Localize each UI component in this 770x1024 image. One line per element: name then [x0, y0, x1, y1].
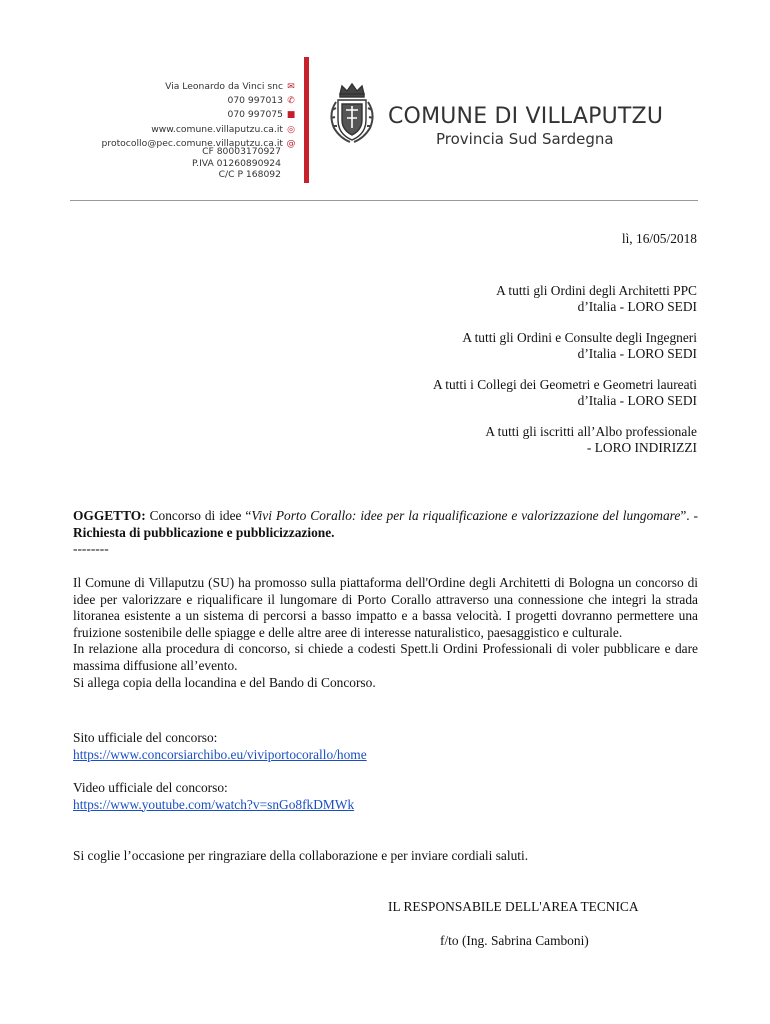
video-block: [73, 780, 698, 813]
phone-icon: ✆: [287, 96, 295, 107]
recipient-4: [485, 424, 697, 457]
subject-line: [73, 508, 698, 541]
web-icon: ◎: [287, 124, 295, 135]
recipient-3: [433, 377, 697, 410]
contact-block: [90, 80, 296, 151]
header-rule: [70, 200, 698, 201]
subject-label: OGGETTO:: [73, 508, 146, 523]
recipient-2-line1: A tutti gli Ordini e Consulte degli Ingegneri: [462, 330, 697, 345]
mail-icon: ✉: [287, 82, 295, 92]
ccp-text: C/C P 168092: [218, 169, 281, 181]
video-link[interactable]: https://www.youtube.com/watch?v=snGo8fkDMWk: [73, 796, 355, 812]
recipient-1-line2: d’Italia - LORO SEDI: [577, 299, 697, 315]
cf-text: CF 80003170927: [202, 146, 281, 157]
subject-prefix: Concorso di idee “: [149, 508, 252, 523]
phone-text: 070 997013: [227, 95, 283, 107]
pec-text: protocollo@pec.comune.villaputzu.ca.it: [101, 137, 283, 149]
video-label: Video ufficiale del concorso:: [73, 780, 228, 795]
recipient-4-line2: - LORO INDIRIZZI: [586, 440, 697, 456]
subject-block: [73, 508, 698, 558]
piva-text: P.IVA 01260890924: [192, 157, 281, 169]
at-icon: @: [286, 138, 296, 149]
signature-role: IL RESPONSABILE DELL'AREA TECNICA: [388, 899, 639, 914]
site-link[interactable]: https://www.concorsiarchibo.eu/viviportocorallo/home: [73, 746, 367, 762]
body-paragraph-1: Il Comune di Villaputzu (SU) ha promosso sulla piattaforma dell'Ordine degli Architetti di Bologna un concorso di idee per valorizzare e riqualificare il lungomare di Porto Corallo attraverso una connessione che integri la strada litoranea esistente a un sistema di percorsi a basso impatto e a bassa velocità. I progetti dovranno permettere una fruizione sostenibile delle spiagge e delle altre aree di interesse naturalistico, paesaggistico e culturale.: [73, 575, 698, 640]
website-row: [90, 123, 296, 137]
comune-name: COMUNE DI VILLAPUTZU: [388, 104, 664, 129]
recipient-4-line1: A tutti gli iscritti all’Albo professionale: [485, 424, 697, 439]
address-text: Via Leonardo da Vinci snc: [165, 81, 283, 92]
recipient-2-line2: d’Italia - LORO SEDI: [577, 346, 697, 362]
subject-suffix: ”. -: [680, 508, 698, 523]
recipient-2: [462, 330, 697, 363]
subject-title: Vivi Porto Corallo: idee per la riqualificazione e valorizzazione del lungomare: [251, 508, 681, 523]
website-text: www.comune.villaputzu.ca.it: [151, 123, 283, 135]
fax-icon: ■: [286, 110, 296, 121]
closing-line: Si coglie l’occasione per ringraziare della collaborazione e per inviare cordiali saluti.: [73, 848, 529, 863]
subject-divider: --------: [73, 541, 109, 557]
body-block: [73, 575, 698, 691]
body-paragraph-2: In relazione alla procedura di concorso, si chiede a codesti Spett.li Ordini Professionali di voler pubblicare e dare massima diffusione all’evento.: [73, 641, 698, 673]
recipient-1-line1: A tutti gli Ordini degli Architetti PPC: [496, 283, 697, 298]
fiscal-block: [90, 146, 281, 181]
body-paragraph-3: Si allega copia della locandina e del Bando di Concorso.: [73, 674, 376, 690]
signature-name: f/to (Ing. Sabrina Camboni): [440, 933, 589, 948]
fax-text: 070 997075: [227, 109, 283, 121]
fax-row: [90, 108, 296, 122]
date-line: lì, 16/05/2018: [621, 231, 697, 246]
header-divider-bar: [304, 57, 309, 183]
site-block: [73, 730, 698, 763]
crest-icon: [324, 80, 380, 144]
provincia-name: Provincia Sud Sardegna: [436, 130, 614, 148]
recipient-3-line2: d’Italia - LORO SEDI: [577, 393, 697, 409]
recipient-3-line1: A tutti i Collegi dei Geometri e Geometri laureati: [432, 377, 697, 392]
address-row: [90, 80, 296, 94]
recipient-1: [496, 283, 697, 316]
site-label: Sito ufficiale del concorso:: [73, 730, 218, 745]
subject-request: Richiesta di pubblicazione e pubblicizzazione.: [73, 524, 335, 540]
phone-row: [90, 94, 296, 108]
